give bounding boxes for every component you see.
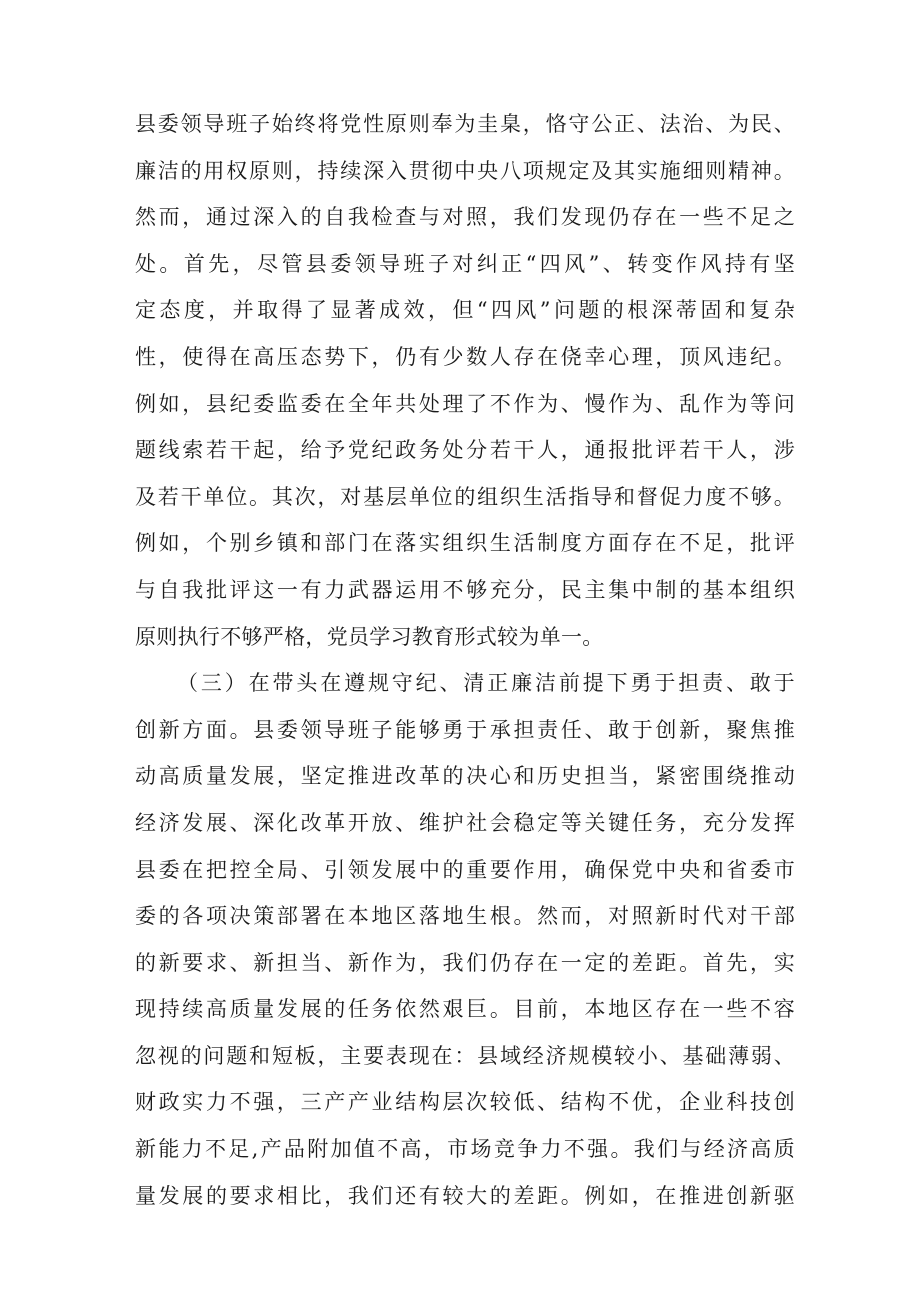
text-line: 及若干单位。其次，对基层单位的组织生活指导和督促力度不够。 xyxy=(135,484,795,509)
text-line: 县委领导班子始终将党性原则奉为圭臬，恪守公正、法治、为民、 xyxy=(135,112,795,136)
text-line: 处。首先，尽管县委领导班子对纠正“四风”、转变作风持有坚 xyxy=(135,251,795,276)
text-line: 创新方面。县委领导班子能够勇于承担责任、敢于创新，聚焦推 xyxy=(135,717,795,742)
text-line: 财政实力不强，三产产业结构层次较低、结构不优，企业科技创 xyxy=(135,1090,795,1115)
text-line: 县委在把控全局、引领发展中的重要作用，确保党中央和省委市 xyxy=(135,857,795,882)
text-line: 例如，县纪委监委在全年共处理了不作为、慢作为、乱作为等问 xyxy=(135,391,795,416)
body-text xyxy=(135,101,795,1219)
text-line: 性，使得在高压态势下，仍有少数人存在侥幸心理，顶风违纪。 xyxy=(135,344,795,369)
text-line: 新能力不足,产品附加值不高，市场竞争力不强。我们与经济高质 xyxy=(135,1137,795,1162)
text-line: 题线索若干起，给予党纪政务处分若干人，通报批评若干人，涉 xyxy=(135,438,795,463)
text-line: 忽视的问题和短板，主要表现在：县域经济规模较小、基础薄弱、 xyxy=(135,1043,795,1068)
text-line: 动高质量发展，坚定推进改革的决心和历史担当，紧密围绕推动 xyxy=(135,764,795,789)
text-line: 量发展的要求相比，我们还有较大的差距。例如，在推进创新驱 xyxy=(135,1183,795,1208)
text-line: 现持续高质量发展的任务依然艰巨。目前，本地区存在一些不容 xyxy=(135,997,795,1022)
text-line: 然而，通过深入的自我检查与对照，我们发现仍存在一些不足之 xyxy=(135,205,795,230)
section-heading-line: （三）在带头在遵规守纪、清正廉洁前提下勇于担责、敢于 xyxy=(177,671,795,696)
text-line: 廉洁的用权原则，持续深入贯彻中央八项规定及其实施细则精神。 xyxy=(135,158,795,183)
text-line: 定态度，并取得了显著成效，但“四风”问题的根深蒂固和复杂 xyxy=(135,298,795,323)
text-line: 与自我批评这一有力武器运用不够充分，民主集中制的基本组织 xyxy=(135,577,795,602)
text-line: 委的各项决策部署在本地区落地生根。然而，对照新时代对干部 xyxy=(135,904,795,929)
text-line: 例如，个别乡镇和部门在落实组织生活制度方面存在不足，批评 xyxy=(135,531,795,556)
text-line: 原则执行不够严格，党员学习教育形式较为单一。 xyxy=(135,624,604,649)
text-line: 的新要求、新担当、新作为，我们仍存在一定的差距。首先，实 xyxy=(135,950,795,975)
text-line: 经济发展、深化改革开放、维护社会稳定等关键任务，充分发挥 xyxy=(135,810,795,835)
